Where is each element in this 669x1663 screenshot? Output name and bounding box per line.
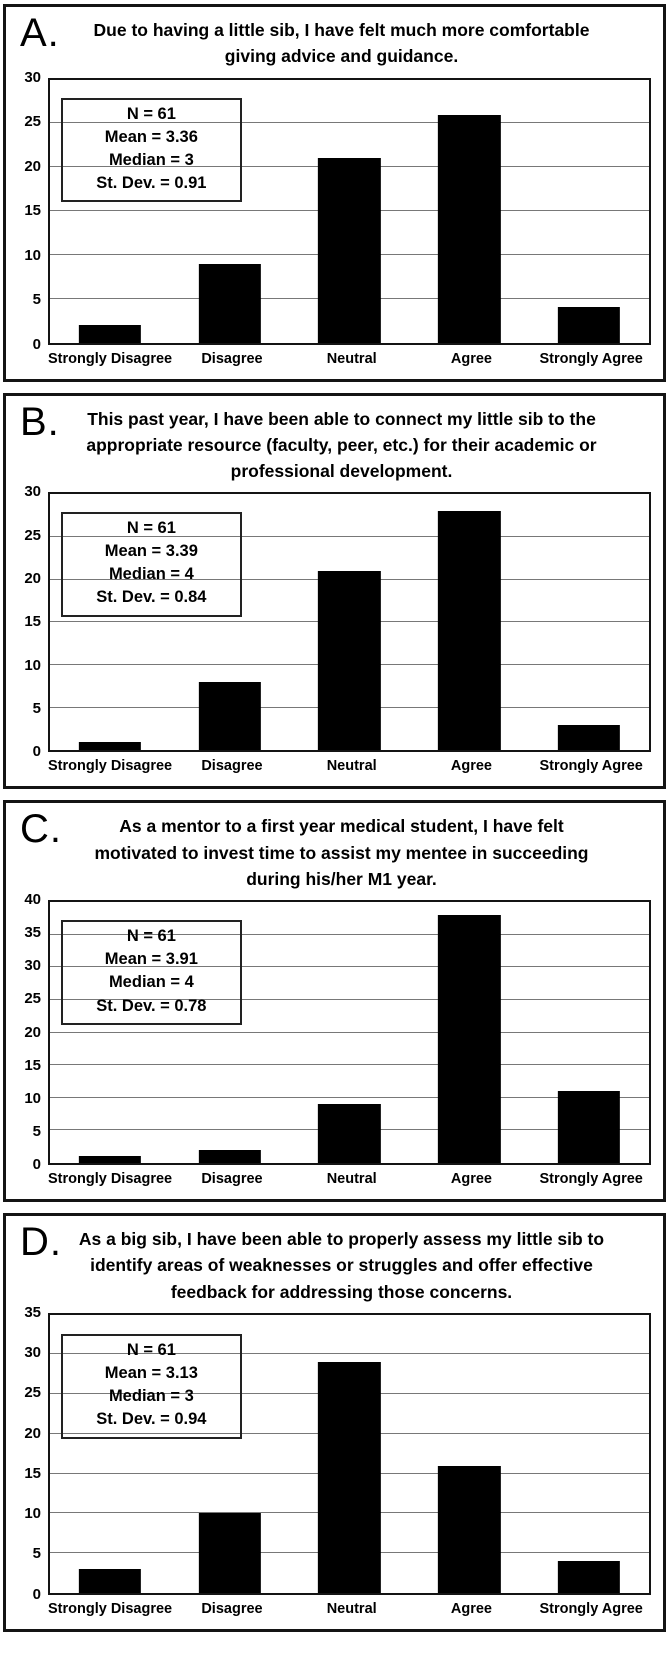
y-tick-label-5: 5 — [32, 1545, 41, 1563]
bar-strongly-agree — [558, 307, 620, 342]
panel-header — [12, 11, 651, 70]
bar-strongly-disagree — [79, 325, 141, 343]
bar-neutral — [318, 571, 380, 750]
plot-area — [48, 492, 651, 752]
x-label-neutral: Neutral — [326, 1171, 377, 1187]
stats-box — [61, 920, 242, 1024]
stat-line-3: St. Dev. = 0.78 — [96, 996, 207, 1015]
x-label-neutral: Neutral — [326, 758, 377, 775]
chart-row — [12, 483, 651, 761]
y-tick-label-10: 10 — [24, 1505, 41, 1523]
x-label-strongly-disagree: Strongly Disagree — [48, 1171, 173, 1187]
stat-line-2: Median = 4 — [108, 973, 194, 992]
x-label-agree: Agree — [450, 1171, 492, 1187]
stat-line-3: St. Dev. = 0.94 — [96, 1410, 207, 1429]
y-tick-label-20: 20 — [24, 157, 41, 175]
bar-slot-neutral — [290, 1315, 410, 1593]
panel-header — [12, 399, 651, 485]
y-tick-label-15: 15 — [24, 1464, 41, 1482]
y-axis — [12, 1303, 48, 1603]
y-tick-label-25: 25 — [24, 990, 41, 1008]
x-axis — [48, 1171, 651, 1187]
y-tick-label-15: 15 — [24, 1056, 41, 1074]
plot-area — [48, 900, 651, 1165]
bar-slot-neutral — [290, 902, 410, 1163]
bar-disagree — [199, 1513, 261, 1592]
x-label-strongly-agree: Strongly Agree — [539, 1171, 643, 1187]
stat-line-1: Mean = 3.13 — [104, 1364, 198, 1383]
stat-line-1: Mean = 3.39 — [104, 542, 198, 561]
stat-line-0: N = 61 — [126, 1341, 176, 1360]
y-axis — [12, 891, 48, 1173]
bar-slot-agree — [409, 902, 529, 1163]
stat-line-0: N = 61 — [126, 519, 176, 538]
bar-slot-agree — [409, 494, 529, 750]
y-tick-label-15: 15 — [24, 613, 41, 631]
bar-agree — [438, 915, 500, 1163]
bar-strongly-agree — [558, 1091, 620, 1163]
y-tick-label-20: 20 — [24, 1424, 41, 1442]
x-label-strongly-disagree: Strongly Disagree — [48, 350, 173, 367]
bar-slot-neutral — [290, 80, 410, 343]
x-label-disagree: Disagree — [201, 1600, 263, 1617]
y-tick-label-0: 0 — [32, 335, 41, 353]
x-label-strongly-disagree: Strongly Disagree — [48, 758, 173, 775]
panel-title: As a mentor to a first year medical student, I have felt motivated to invest time to assist my mentee in succeeding during his/her M1 year. — [94, 816, 589, 889]
panel-letter-d: D. — [20, 1220, 62, 1264]
stat-line-3: St. Dev. = 0.84 — [96, 588, 207, 607]
chart-panel-a — [3, 4, 666, 382]
y-tick-label-30: 30 — [24, 1344, 41, 1362]
bar-strongly-disagree — [79, 1156, 141, 1163]
y-tick-label-5: 5 — [32, 699, 41, 717]
bar-strongly-agree — [558, 725, 620, 751]
chart-row — [12, 1303, 651, 1603]
panel-header — [12, 1220, 651, 1305]
stat-line-2: Median = 3 — [108, 151, 194, 170]
panel-letter-b: B. — [20, 399, 60, 444]
stats-box — [61, 1334, 242, 1438]
bar-disagree — [199, 264, 261, 343]
y-tick-label-25: 25 — [24, 526, 41, 544]
y-tick-label-25: 25 — [24, 1384, 41, 1402]
y-tick-label-40: 40 — [24, 891, 41, 908]
stat-line-1: Mean = 3.91 — [104, 950, 198, 969]
x-label-strongly-agree: Strongly Agree — [539, 350, 643, 367]
chart-panel-b — [3, 393, 666, 790]
x-axis — [48, 1601, 651, 1617]
stat-line-2: Median = 3 — [108, 1387, 194, 1406]
y-tick-label-20: 20 — [24, 1023, 41, 1041]
bar-strongly-disagree — [79, 1569, 141, 1593]
stats-box — [61, 512, 242, 616]
stats-box — [61, 98, 242, 202]
x-label-strongly-agree: Strongly Agree — [539, 1600, 643, 1617]
bar-strongly-disagree — [79, 742, 141, 751]
chart-panel-d — [3, 1213, 666, 1632]
x-label-disagree: Disagree — [201, 350, 263, 367]
x-axis — [48, 758, 651, 774]
stat-line-0: N = 61 — [126, 104, 176, 123]
stat-line-2: Median = 4 — [108, 565, 194, 584]
bar-slot-agree — [409, 80, 529, 343]
y-tick-label-0: 0 — [32, 1156, 41, 1173]
bar-slot-strongly-agree — [529, 80, 649, 343]
stat-line-1: Mean = 3.36 — [104, 128, 198, 146]
chart-row — [12, 68, 651, 353]
panel-letter-a: A. — [20, 11, 60, 55]
y-tick-label-15: 15 — [24, 202, 41, 219]
bar-slot-neutral — [290, 494, 410, 750]
bar-neutral — [318, 1362, 380, 1592]
y-tick-label-0: 0 — [32, 1585, 41, 1603]
bar-agree — [438, 511, 500, 750]
y-tick-label-30: 30 — [24, 483, 41, 501]
bar-slot-strongly-agree — [529, 494, 649, 750]
y-tick-label-20: 20 — [24, 569, 41, 587]
y-tick-label-35: 35 — [24, 924, 41, 942]
y-axis — [12, 68, 48, 353]
bar-slot-strongly-agree — [529, 902, 649, 1163]
bar-agree — [438, 1466, 500, 1593]
bar-slot-agree — [409, 1315, 529, 1593]
stat-line-3: St. Dev. = 0.91 — [96, 174, 207, 193]
stat-line-0: N = 61 — [126, 927, 176, 946]
panel-header — [12, 807, 651, 892]
bar-strongly-agree — [558, 1561, 620, 1593]
bar-disagree — [199, 682, 261, 750]
chart-panel-c — [3, 800, 666, 1202]
x-label-strongly-disagree: Strongly Disagree — [48, 1600, 173, 1617]
panel-title: As a big sib, I have been able to properly assess my little sib to identify areas of weaknesses or struggles and offer effective feedback for addressing those concerns. — [78, 1229, 605, 1302]
x-axis — [48, 351, 651, 367]
x-label-disagree: Disagree — [201, 1171, 263, 1187]
y-tick-label-10: 10 — [24, 656, 41, 674]
bar-neutral — [318, 1104, 380, 1163]
x-label-neutral: Neutral — [326, 350, 377, 367]
x-label-strongly-agree: Strongly Agree — [539, 758, 643, 775]
x-label-agree: Agree — [450, 758, 492, 775]
y-tick-label-25: 25 — [24, 113, 41, 130]
plot-area — [48, 78, 651, 345]
y-tick-label-5: 5 — [32, 1122, 41, 1140]
y-tick-label-0: 0 — [32, 743, 41, 761]
y-tick-label-30: 30 — [24, 68, 41, 86]
y-tick-label-30: 30 — [24, 957, 41, 975]
panel-title: Due to having a little sib, I have felt much more comfortable giving advice and guidance. — [93, 20, 590, 67]
plot-area — [48, 1313, 651, 1595]
y-tick-label-35: 35 — [24, 1303, 41, 1321]
y-axis — [12, 483, 48, 761]
x-label-neutral: Neutral — [326, 1600, 377, 1617]
panel-letter-c: C. — [20, 807, 62, 852]
y-tick-label-10: 10 — [24, 1089, 41, 1107]
bar-disagree — [199, 1150, 261, 1163]
panel-title: This past year, I have been able to connect my little sib to the appropriate resource (faculty, peer, etc.) for their academic or professional development. — [86, 408, 597, 481]
x-label-agree: Agree — [450, 350, 492, 367]
x-label-agree: Agree — [450, 1600, 492, 1617]
bar-neutral — [318, 158, 380, 342]
y-tick-label-5: 5 — [32, 291, 41, 309]
x-label-disagree: Disagree — [201, 758, 263, 775]
chart-row — [12, 891, 651, 1173]
bar-agree — [438, 115, 500, 343]
bar-slot-strongly-agree — [529, 1315, 649, 1593]
y-tick-label-10: 10 — [24, 246, 41, 264]
